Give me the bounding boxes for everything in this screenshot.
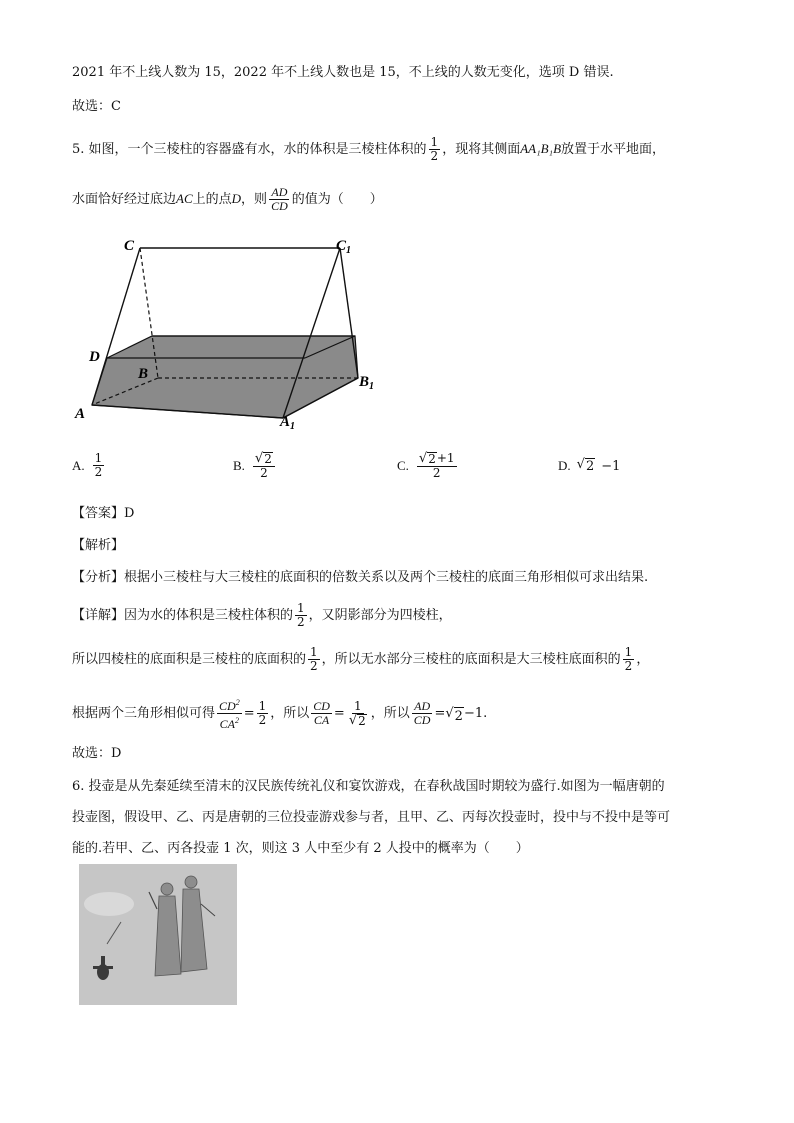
label-A1: $A_1$	[280, 414, 296, 432]
touhu-painting-image	[79, 864, 237, 1005]
question-5-line-2: 水面恰好经过底边AC上的点D，则 $\frac{AD}{CD}$ 的值为（ ）	[72, 185, 383, 213]
answer-line: 故选：C	[72, 99, 121, 114]
water-shade	[92, 336, 358, 418]
answer-block: 【答案】D	[72, 506, 135, 521]
prism-figure	[70, 230, 390, 435]
label-B1: $B_1$	[359, 374, 375, 392]
question-6-line-2: 投壶图，假设甲、乙、丙是唐朝的三位投壶游戏参与者，且甲、乙、丙每次投壶时，投中与不投中是等可	[72, 810, 671, 825]
detail-line-3: 根据两个三角形相似可得 $\frac{CD^2}{CA^2}$ = $\frac{1}{2}$ ，所以 $\frac{CD}{CA}$ = 1 √ 2 ，所以 $\frac{AD}{CD}$ = √ 2 −1.	[72, 698, 488, 731]
option-b[interactable]: B. √ 2 2	[233, 452, 277, 480]
analysis-tag: 【解析】	[72, 538, 125, 553]
fraction-ad-cd: $\frac{AD}{CD}$	[271, 185, 288, 213]
question-6-line-3: 能的.若甲、乙、丙各投壶 1 次，则这 3 人中至少有 2 人投中的概率为（ ）	[72, 841, 529, 856]
option-c[interactable]: C. √ 2 +1 2	[397, 451, 455, 480]
question-5-line-1: 5. 如图，一个三棱柱的容器盛有水，水的体积是三棱柱体积的 $\frac{1}{2}$ ，现将其侧面AA₁B₁B放置于水平地面，	[72, 135, 666, 163]
final-answer: 故选：D	[72, 746, 122, 761]
detail-line-1: 【详解】因为水的体积是三棱柱体积的 $\frac{1}{2}$ ，又阴影部分为四棱柱，	[72, 601, 452, 629]
text-line: 2021 年不上线人数为 15，2022 年不上线人数也是 15，不上线的人数无变化，选项 D 错误.	[72, 65, 614, 80]
detail-line-2: 所以四棱柱的底面积是三棱柱的底面积的 $\frac{1}{2}$ ，所以无水部分三棱柱的底面积是大三棱柱底面积的 $\frac{1}{2}$ ，	[72, 645, 650, 673]
label-D: D	[89, 349, 100, 365]
option-a[interactable]: A. $\frac{1}{2}$	[72, 451, 103, 479]
label-C: C	[124, 238, 135, 254]
label-B: B	[138, 366, 149, 382]
analysis-summary: 【分析】根据小三棱柱与大三棱柱的底面积的倍数关系以及两个三棱柱的底面三角形相似可求出结果.	[72, 570, 649, 585]
question-6-line-1: 6. 投壶是从先秦延续至清末的汉民族传统礼仪和宴饮游戏，在春秋战国时期较为盛行.如图为一幅唐朝的	[72, 779, 665, 794]
option-d[interactable]: D. √ 2 −1	[558, 457, 621, 474]
fraction-half: $\frac{1}{2}$	[430, 135, 439, 163]
label-C1: $C_1$	[336, 238, 352, 256]
label-A: A	[75, 406, 86, 422]
